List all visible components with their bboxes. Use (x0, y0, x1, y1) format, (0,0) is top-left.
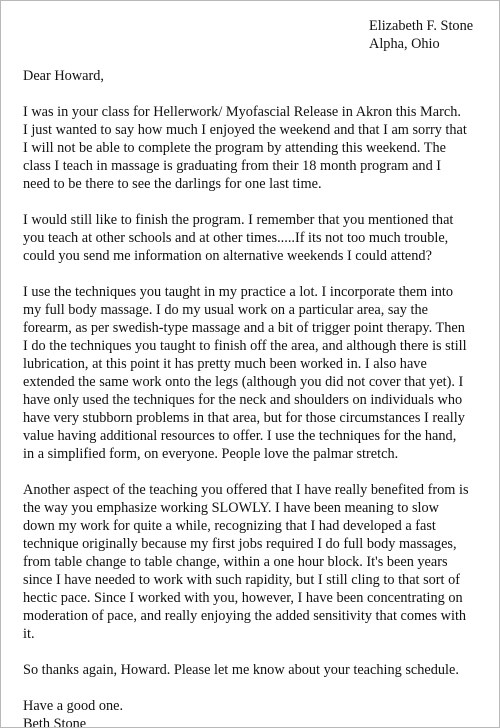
text-line: lubrication, at this point it has pretty much been worked in. I also have (23, 356, 427, 372)
paragraph-thanks (23, 661, 491, 679)
paragraph-working-slowly (23, 481, 491, 643)
text-line: I was in your class for Hellerwork/ Myofascial Release in Akron this March. (23, 104, 461, 120)
salutation: Dear Howard, (23, 68, 104, 84)
sender-location: Alpha, Ohio (369, 36, 440, 52)
text-line: need to be there to see the darlings for one last time. (23, 176, 322, 192)
closing: Have a good one. (23, 698, 124, 714)
text-line: I just wanted to say how much I enjoyed the weekend and that I am sorry that (23, 122, 467, 138)
closing-block (23, 697, 491, 728)
text-line: I do the techniques you taught to finish off the area, and although there is still (23, 338, 467, 354)
text-line: in a simplified form, on everyone. People love the palmar stretch. (23, 446, 399, 462)
text-line: forearm, as per swedish-type massage and a bit of trigger point therapy. Then (23, 320, 465, 336)
text-line: I would still like to finish the program. I remember that you mentioned that (23, 212, 454, 228)
text-line: could you send me information on alternative weekends I could attend? (23, 248, 432, 264)
text-line: it. (23, 626, 35, 642)
text-line: since I have needed to work with such rapidity, but I still cling to that sort of (23, 572, 461, 588)
text-line: hectic pace. Since I worked with you, however, I have been concentrating on (23, 590, 463, 606)
text-line: value having additional resources to offer. I use the techniques for the hand, (23, 428, 457, 444)
text-line: moderation of pace, and really enjoying the added sensitivity that comes with (23, 608, 467, 624)
text-line: from table change to table change, within a one hour block. It's been years (23, 554, 448, 570)
sender-name: Elizabeth F. Stone (369, 18, 474, 34)
text-line: my full body massage. I do my usual work on a particular area, say the (23, 302, 428, 318)
text-line: technique originally because my first jobs required I do full body massages, (23, 536, 457, 552)
paragraph-techniques-in-practice (23, 283, 491, 463)
text-line: down my work for quite a while, recognizing that I had developed a fast (23, 518, 436, 534)
paragraph-class-attendance (23, 103, 491, 193)
text-line: you teach at other schools and at other times.....If its not too much trouble, (23, 230, 449, 246)
text-line: class I teach in massage is graduating from their 18 month program and I (23, 158, 442, 174)
text-line: Another aspect of the teaching you offered that I have really benefited from is (23, 482, 469, 498)
text-line: I will not be able to complete the program by attending this weekend. The (23, 140, 446, 156)
letter-body (23, 67, 491, 728)
sender-address-block (369, 17, 473, 53)
signature: Beth Stone (23, 716, 87, 728)
text-line: the way you emphasize working SLOWLY. I have been meaning to slow (23, 500, 439, 516)
paragraph-finish-program (23, 211, 491, 265)
text-line: extended the same work onto the legs (although you did not cover that yet). I (23, 374, 464, 390)
text-line: I use the techniques you taught in my practice a lot. I incorporate them into (23, 284, 453, 300)
text-line: have only used the techniques for the neck and shoulders on individuals who (23, 392, 463, 408)
text-line: have very stubborn problems in that area, but for those circumstances I really (23, 410, 465, 426)
text-line: So thanks again, Howard. Please let me know about your teaching schedule. (23, 662, 459, 678)
